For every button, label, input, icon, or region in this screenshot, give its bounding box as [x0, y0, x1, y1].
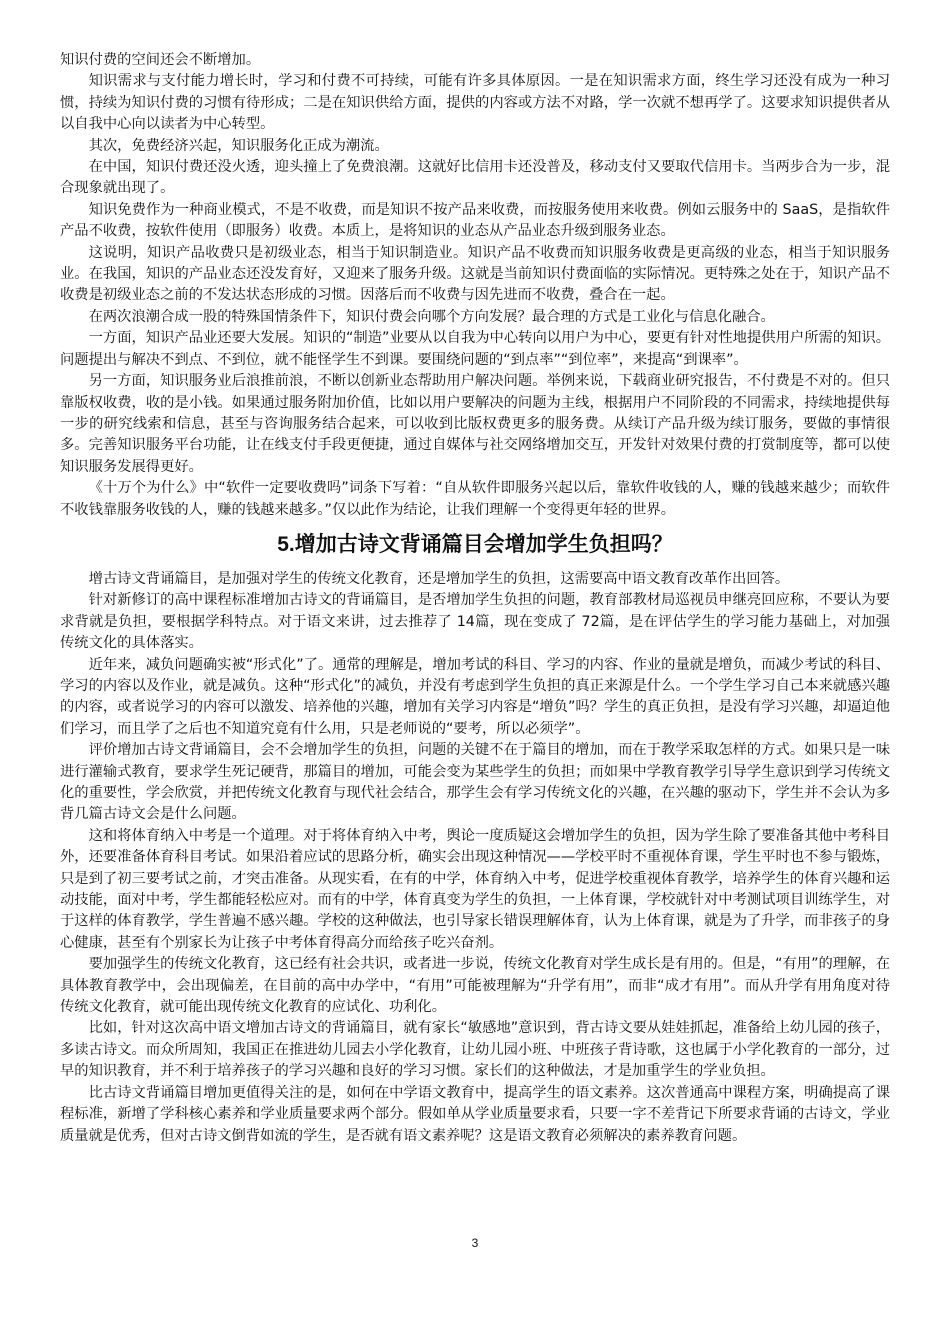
paragraph: 比如，针对这次高中语文增加古诗文的背诵篇目，就有家长“敏感地”意识到，背古诗文要从娃娃抓起，准备给上幼儿园的孩子，多读古诗文。而众所周知，我国正在推进幼儿园去小学化教育，让幼儿园小班、中班孩子背诗歌，这也属于小学化教育的一部分，过早的知识教育，并不利于培养孩子的学习兴趣和良好的学习习惯。家长们的这种做法，才是加重学生的学业负担。	[60, 1020, 890, 1080]
paragraph: 在两次浪潮合成一股的特殊国情条件下，知识付费会向哪个方向发展？最合理的方式是工业化与信息化融合。	[88, 308, 775, 325]
paragraph: 针对新修订的高中课程标准增加古诗文的背诵篇目，是否增加学生负担的问题，教育部教材局巡视员申继亮回应称，不要认为要求背就是负担，要根据学科特点。对于语文来讲，过去推荐了 14篇，现在变成了 72篇，是在评估学生的学习能力基础上，对加强传统文化的具体落实。	[60, 592, 890, 652]
paragraph: 这说明，知识产品收费只是初级业态，相当于知识制造业。知识产品不收费而知识服务收费是更高级的业态，相当于知识服务业。在我国，知识的产品业态还没发育好，又迎来了服务升级。这就是当前知识付费面临的实际情况。更特殊之处在于，知识产品不收费是初级业态之前的不发达状态形成的习惯。因落后而不收费与因先进而不收费，叠合在一起。	[60, 244, 890, 304]
paragraph: 其次，免费经济兴起，知识服务化正成为潮流。	[88, 137, 389, 154]
paragraph: 知识需求与支付能力增长时，学习和付费不可持续，可能有许多具体原因。一是在知识需求方面，终生学习还没有成为一种习惯，持续为知识付费的习惯有待形成；二是在知识供给方面，提供的内容或方法不对路，学一次就不想再学了。这要求知识提供者从以自我中心向以读者为中心转型。	[60, 73, 890, 133]
paragraph: 知识付费的空间还会不断增加。	[60, 52, 261, 68]
paragraph: 《十万个为什么》中“软件一定要收费吗”词条下写着：“自从软件即服务兴起以后，靠软件收钱的人，赚的钱越来越少；而软件不收钱靠服务收钱的人，赚的钱越来越多。”仅以此作为结论，让我们理解一个变得更年轻的世界。	[60, 480, 890, 518]
section-knowledge-payment	[60, 50, 890, 521]
paragraph: 知识免费作为一种商业模式，不是不收费，而是知识不按产品来收费，而按服务使用来收费。例如云服务中的 SaaS，是指软件产品不收费，按软件使用（即服务）收费。本质上，是将知识的业态从产品业态升级到服务业态。	[60, 201, 890, 240]
paragraph: 要加强学生的传统文化教育，这已经有社会共识，或者进一步说，传统文化教育对学生成长是有用的。但是，“有用”的理解，在具体教育教学中，会出现偏差，在目前的高中办学中，“有用”可能被理解为“升学有用”，而非“成才有用”。而从升学有用角度对待传统文化教育，就可能出现传统文化教育的应试化、功利化。	[60, 956, 890, 1016]
page-number: 3	[471, 1236, 479, 1250]
paragraph: 比古诗文背诵篇目增加更值得关注的是，如何在中学语文教育中，提高学生的语文素养。这次普通高中课程方案，明确提高了课程标准，新增了学科核心素养和学业质量要求两个部分。假如单从学业质量要求看，只要一字不差背记下所要求背诵的古诗文，学业质量就是优秀，但对古诗文倒背如流的学生，是否就有语文素养呢？这是语文教育必须解决的素养教育问题。	[60, 1084, 890, 1144]
paragraph: 在中国，知识付费还没火透，迎头撞上了免费浪潮。这就好比信用卡还没普及，移动支付又要取代信用卡。当两步合为一步，混合现象就出现了。	[60, 159, 890, 197]
paragraph: 一方面，知识产品业还要大发展。知识的“制造”业要从以自我为中心转向以用户为中心，要更有针对性地提供用户所需的知识。问题提出与解决不到点、不到位，就不能怪学生不到课。要围绕问题的“到点率”“到位率”，来提高“到课率”。	[60, 330, 890, 368]
section-heading: 5.增加古诗文背诵篇目会增加学生负担吗？	[277, 532, 673, 556]
paragraph: 增古诗文背诵篇目，是加强对学生的传统文化教育，还是增加学生的负担，这需要高中语文教育改革作出回答。	[88, 570, 790, 587]
paragraph: 近年来，减负问题确实被“形式化”了。通常的理解是，增加考试的科目、学习的内容、作业的量就是增负，而减少考试的科目、学习的内容以及作业，就是减负。这种“形式化”的减负，并没有考虑到学生负担的真正来源是什么。一个学生学习自己本来就感兴趣的内容，或者说学习的内容可以激发、培养他的兴趣，增加有关学习内容是“增负”吗？学生的真正负担，是没有学习兴趣，却逼迫他们学习，而且学了之后也不知道究竟有什么用，只是老师说的“要考，所以必须学”。	[60, 656, 890, 737]
paragraph: 评价增加古诗文背诵篇目，会不会增加学生的负担，问题的关键不在于篇目的增加，而在于教学采取怎样的方式。如果只是一味进行灌输式教育，要求学生死记硬背，那篇目的增加，可能会变为某些学生的负担；而如果中学教育教学引导学生意识到学习传统文化的重要性，学会欣赏，并把传统文化教育与现代社会结合，那学生会有学习传统文化的兴趣，在兴趣的驱动下，学生并不会认为多背几篇古诗文会是什么问题。	[60, 742, 890, 823]
section-classical-poetry	[60, 569, 890, 1147]
paragraph: 另一方面，知识服务业后浪推前浪，不断以创新业态帮助用户解决问题。举例来说，下载商业研究报告，不付费是不对的。但只靠版权收费，收的是小钱。如果通过服务附加价值，比如以用户要解决的问题为主线，根据用户不同阶段的不同需求，持续地提供每一步的研究线索和信息，甚至与咨询服务结合起来，可以收到比版权费更多的服务费。从续订产品升级为续订服务，要做的事情很多。完善知识服务平台功能，让在线支付手段更便捷，通过自媒体与社交网络增加交互，开发针对效果付费的打赏制度等，都可以使知识服务发展得更好。	[60, 373, 890, 475]
paragraph: 这和将体育纳入中考是一个道理。对于将体育纳入中考，舆论一度质疑这会增加学生的负担，因为学生除了要准备其他中考科目外，还要准备体育科目考试。如果沿着应试的思路分析，确实会出现这种情况——学校平时不重视体育课，学生平时也不参与锻炼，只是到了初三要考试之前，才突击准备。从现实看，在有的中学，体育纳入中考，促进学校重视体育教学，培养学生的体育兴趣和运动技能，面对中考，学生都能轻松应对。而有的中学，体育真变为学生的负担，一上体育课，学校就针对中考测试项目训练学生，对于这样的体育教学，学生普遍不感兴趣。学校的这种做法，也引导家长错误理解体育，认为上体育课，就是为了升学，而非孩子的身心健康，甚至有个别家长为让孩子中考体育得高分而给孩子吃兴奋剂。	[60, 827, 890, 951]
